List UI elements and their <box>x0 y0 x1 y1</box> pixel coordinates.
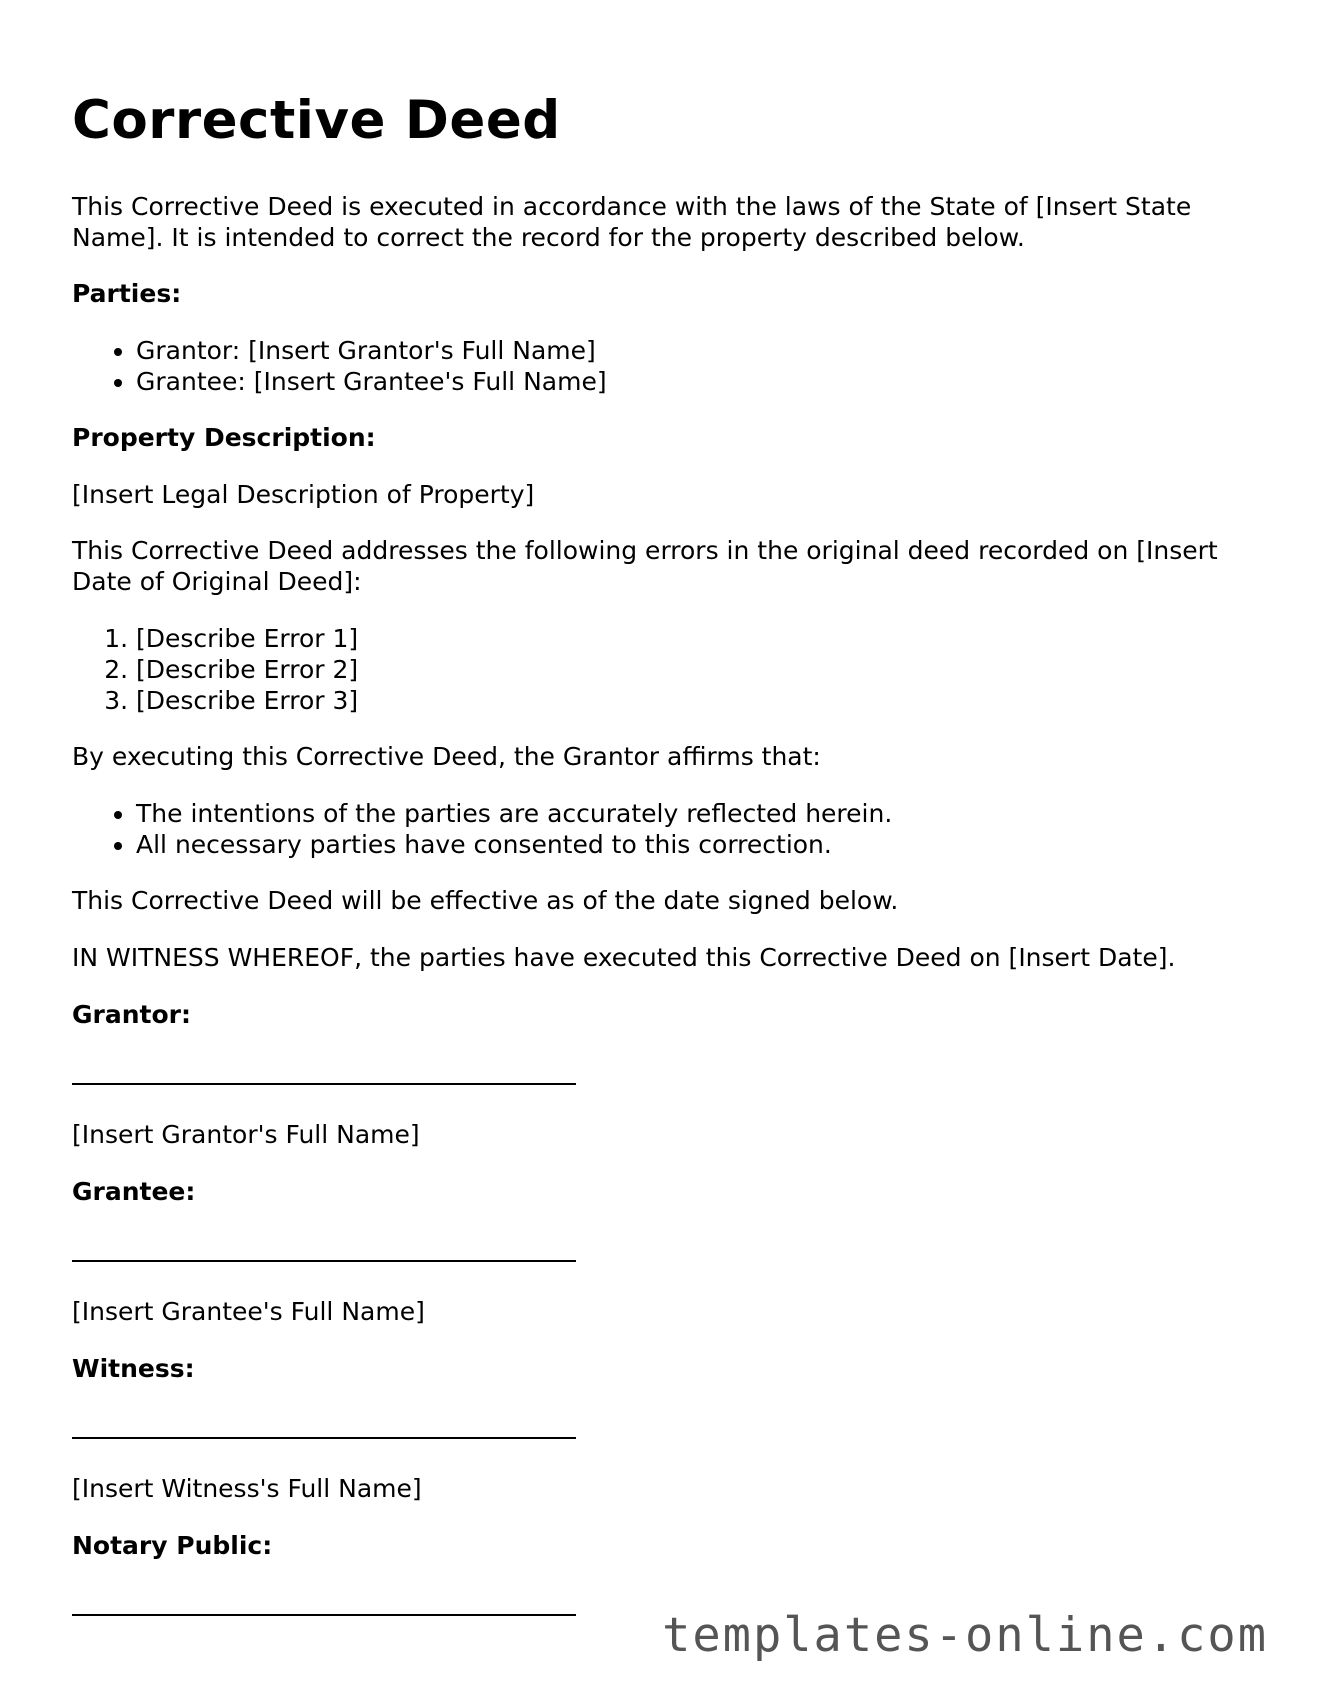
grantee-signature-label: Grantee: <box>72 1177 196 1206</box>
parties-heading: Parties: <box>72 279 182 308</box>
list-item: • Grantee: [Insert Grantee's Full Name] <box>136 366 1248 397</box>
grantor-printed-name: [Insert Grantor's Full Name] <box>72 1120 420 1149</box>
notary-signature-line <box>72 1614 576 1616</box>
affirmations-list <box>72 798 1248 860</box>
grantee-signature-line <box>72 1260 576 1262</box>
intro-paragraph: This Corrective Deed is executed in accordance with the laws of the State of [Insert State Name]. It is intended to correct the record for the property described below. <box>72 192 1192 252</box>
notary-signature-label: Notary Public: <box>72 1531 273 1560</box>
witness-clause: IN WITNESS WHEREOF, the parties have executed this Corrective Deed on [Insert Date]. <box>72 943 1176 972</box>
witness-signature-label: Witness: <box>72 1354 195 1383</box>
property-heading: Property Description: <box>72 423 376 452</box>
list-item: 3. [Describe Error 3] <box>136 685 1248 716</box>
errors-intro: This Corrective Deed addresses the following errors in the original deed recorded on [Insert Date of Original Deed]: <box>72 536 1218 596</box>
list-item: • Grantor: [Insert Grantor's Full Name] <box>136 335 1248 366</box>
errors-list <box>72 623 1248 716</box>
watermark: templates-online.com <box>662 1608 1268 1663</box>
affirmations-intro: By executing this Corrective Deed, the Grantor affirms that: <box>72 742 821 771</box>
list-item: 1. [Describe Error 1] <box>136 623 1248 654</box>
property-description: [Insert Legal Description of Property] <box>72 480 535 509</box>
witness-printed-name: [Insert Witness's Full Name] <box>72 1474 422 1503</box>
effective-paragraph: This Corrective Deed will be effective as of the date signed below. <box>72 886 899 915</box>
document-title: Corrective Deed <box>72 90 561 151</box>
list-item: 2. [Describe Error 2] <box>136 654 1248 685</box>
witness-signature-line <box>72 1437 576 1439</box>
grantor-signature-line <box>72 1083 576 1085</box>
list-item: • The intentions of the parties are accurately reflected herein. <box>136 798 1248 829</box>
parties-list <box>72 335 1248 397</box>
document-page <box>72 0 1248 1616</box>
grantor-signature-label: Grantor: <box>72 1000 191 1029</box>
list-item: • All necessary parties have consented to this correction. <box>136 829 1248 860</box>
grantee-printed-name: [Insert Grantee's Full Name] <box>72 1297 425 1326</box>
